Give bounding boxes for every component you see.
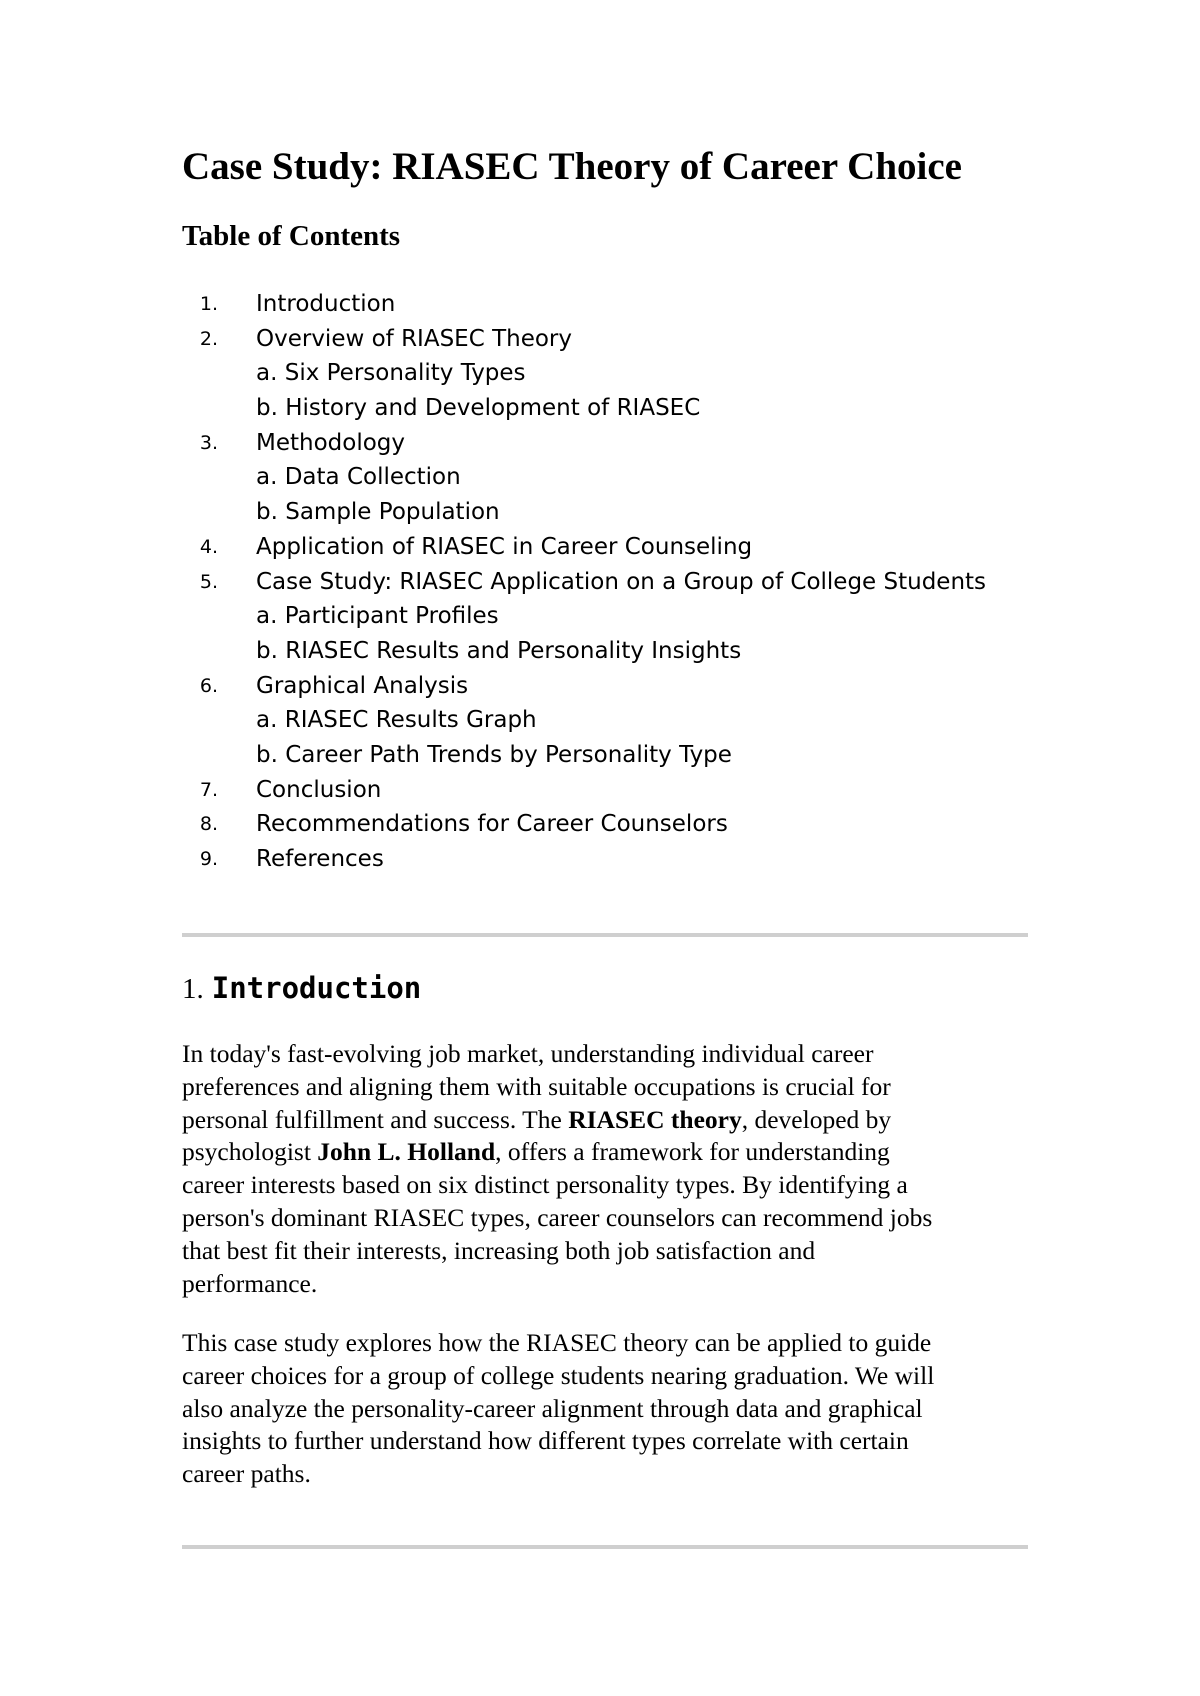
text-line: This case study explores how the RIASEC theory can be applied to guide [182,1328,932,1357]
toc-subitem [182,460,1032,495]
toc-item [182,322,1032,357]
section-title: Introduction [211,971,422,1005]
toc-subitem-label: a. RIASEC Results Graph [256,707,537,734]
toc-item [182,565,1032,600]
toc-subitem-label: b. Career Path Trends by Personality Type [256,741,732,768]
text-line: performance. [182,1268,318,1298]
text-line: In today's fast-evolving job market, understanding individual career [182,1039,874,1068]
toc-subitem [182,495,1032,530]
text-line: career interests based on six distinct personality types. By identifying a [182,1170,908,1200]
toc-item [182,287,1032,322]
table-of-contents [182,287,1032,877]
toc-item-label: Introduction [256,291,396,317]
toc-subitem [182,599,1032,634]
bold-term: RIASEC theory [568,1104,742,1134]
text-line: personal fulfillment and success. The RIASEC theory, developed by [182,1104,892,1134]
toc-subitem-label: a. Data Collection [256,464,461,491]
horizontal-divider [182,1545,1028,1549]
text-line: preferences and aligning them with suitable occupations is crucial for [182,1071,891,1101]
toc-item [182,669,1032,704]
toc-subitem-label: a. Six Personality Types [256,360,526,387]
toc-item-label: References [256,846,384,872]
toc-item-number: 8. [199,813,218,836]
toc-item-number: 6. [199,674,218,697]
toc-item-label: Case Study: RIASEC Application on a Group of College Students [256,568,987,595]
toc-item [182,426,1032,461]
toc-item [182,842,1032,877]
toc-item-label: Recommendations for Career Counselors [256,811,728,838]
toc-item-label: Overview of RIASEC Theory [256,325,572,352]
document-title: Case Study: RIASEC Theory of Career Choice [182,145,962,188]
text-line: also analyze the personality-career alignment through data and graphical [182,1393,923,1423]
toc-subitem [182,738,1032,773]
horizontal-divider [182,933,1028,937]
toc-subitem-label: b. Sample Population [256,499,500,526]
intro-paragraph-2 [182,1327,1032,1491]
toc-subitem [182,356,1032,391]
text-line: career choices for a group of college students nearing graduation. We will [182,1360,935,1390]
toc-item [182,773,1032,808]
toc-item [182,530,1032,565]
toc-item-label: Conclusion [256,776,382,803]
section-heading [182,968,421,1009]
toc-item-number: 3. [199,431,218,454]
toc-item-label: Application of RIASEC in Career Counseling [256,533,753,560]
toc-item-label: Methodology [256,429,406,456]
text-line: career paths. [182,1459,311,1489]
toc-subitem [182,634,1032,669]
toc-subitem [182,703,1032,738]
toc-subitem-label: a. Participant Profiles [256,603,499,630]
toc-subitem [182,391,1032,426]
toc-item-number: 1. [199,293,218,315]
toc-subitem-label: b. History and Development of RIASEC [256,395,701,422]
text-line: person's dominant RIASEC types, career counselors can recommend jobs [182,1202,933,1232]
section-number: 1. [182,973,204,1005]
toc-item-number: 4. [199,535,218,558]
toc-item-number: 5. [199,570,218,593]
toc-item-number: 7. [199,778,218,801]
toc-subitem-label: b. RIASEC Results and Personality Insights [256,637,742,664]
toc-item-label: Graphical Analysis [256,672,469,699]
toc-heading: Table of Contents [182,220,401,252]
toc-item-number: 2. [199,327,218,350]
text-line: insights to further understand how different types correlate with certain [182,1426,909,1456]
toc-item [182,807,1032,842]
toc-item-number: 9. [199,848,218,870]
intro-paragraph-1 [182,1038,1032,1300]
bold-term: John L. Holland [317,1137,496,1167]
text-line: psychologist John L. Holland, offers a framework for understanding [182,1137,890,1167]
text-line: that best fit their interests, increasing both job satisfaction and [182,1235,816,1265]
